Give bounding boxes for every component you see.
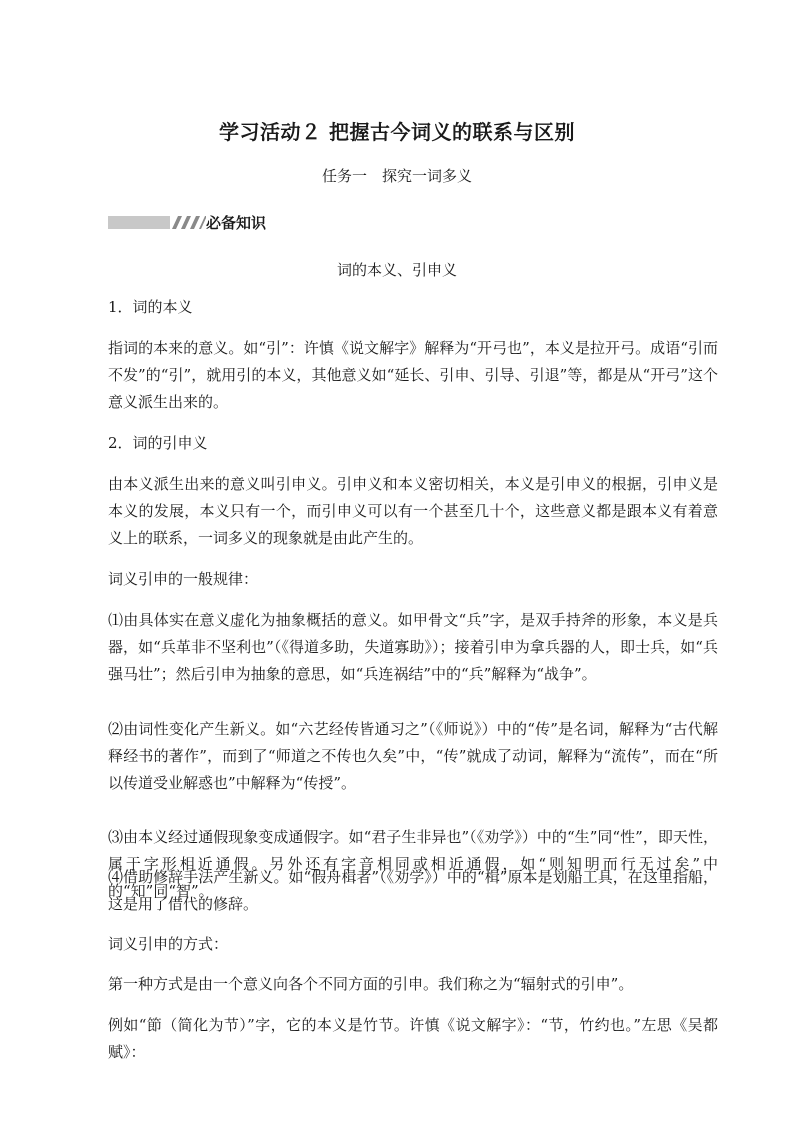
paragraph-2: 由本义派生出来的意义叫引申义。引申义和本义密切相关，本义是引申义的根据，引申义是本义的发展，本义只有一个，而引申义可以有一个甚至几十个，这些意义都是跟本义有着意义上的联系，一词多义的现象就是由此产生的。 [108, 475, 718, 547]
paragraph-5: ⑵由词性变化产生新义。如“六艺经传皆通习之”（《师说》）中的“传”是名词，解释为“古代解释经书的著作”，而到了“师道之不传也久矣”中，“传”就成了动词，解释为“流传”，而在“所以传道受业解惑也”中解释为“传授”。 [108, 720, 718, 792]
section-banner [108, 213, 308, 233]
banner-label: 必备知识 [206, 214, 267, 232]
paragraph-6: ⑶由本义经过通假现象变成通假字。如“君子生非异也”（《劝学》）中的“生”同“性”，即天性，属于字形相近通假。另外还有字音相同或相近通假，如“则知明而行无过矣”中的“知”同“智”。 [108, 828, 718, 900]
heading-2: 2．词的引申义 [108, 434, 208, 452]
banner-bar [108, 216, 170, 229]
paragraph-9: 第一种方式是由一个意义向各个不同方面的引申。我们称之为“辐射式的引申”。 [108, 975, 634, 993]
section-heading: 词的本义、引申义 [336, 261, 457, 279]
heading-1: 1．词的本义 [108, 298, 193, 316]
paragraph-7: ⑷借助修辞手法产生新义。如“假舟楫者”（《劝学》）中的“楫”原本是划船工具，在这里指船，这是用了借代的修辞。 [108, 868, 718, 913]
page-subtitle: 任务一 探究一词多义 [321, 167, 472, 185]
page-title: 学习活动２ 把握古今词义的联系与区别 [219, 120, 575, 144]
paragraph-3: 词义引申的一般规律： [108, 570, 259, 588]
paragraph-1: 指词的本来的意义。如“引”：许慎《说文解字》解释为“开弓也”，本义是拉开弓。成语“引而不发”的“引”，就用引的本义，其他意义如“延长、引申、引导、引退”等，都是从“开弓”这个意义派生出来的。 [108, 339, 718, 411]
banner-stripes-icon [170, 216, 206, 229]
paragraph-4: ⑴由具体实在意义虚化为抽象概括的意义。如甲骨文“兵”字，是双手持斧的形象，本义是兵器，如“兵革非不坚利也”（《得道多助，失道寡助》）；接着引申为拿兵器的人，即士兵，如“兵强马壮”；然后引申为抽象的意思，如“兵连祸结”中的“兵”解释为“战争”。 [108, 611, 718, 683]
paragraph-10: 例如“節（简化为节）”字，它的本义是竹节。许慎《说文解字》：“节，竹约也。”左思《吴都赋》： [108, 1016, 718, 1061]
paragraph-8: 词义引申的方式： [108, 935, 229, 953]
